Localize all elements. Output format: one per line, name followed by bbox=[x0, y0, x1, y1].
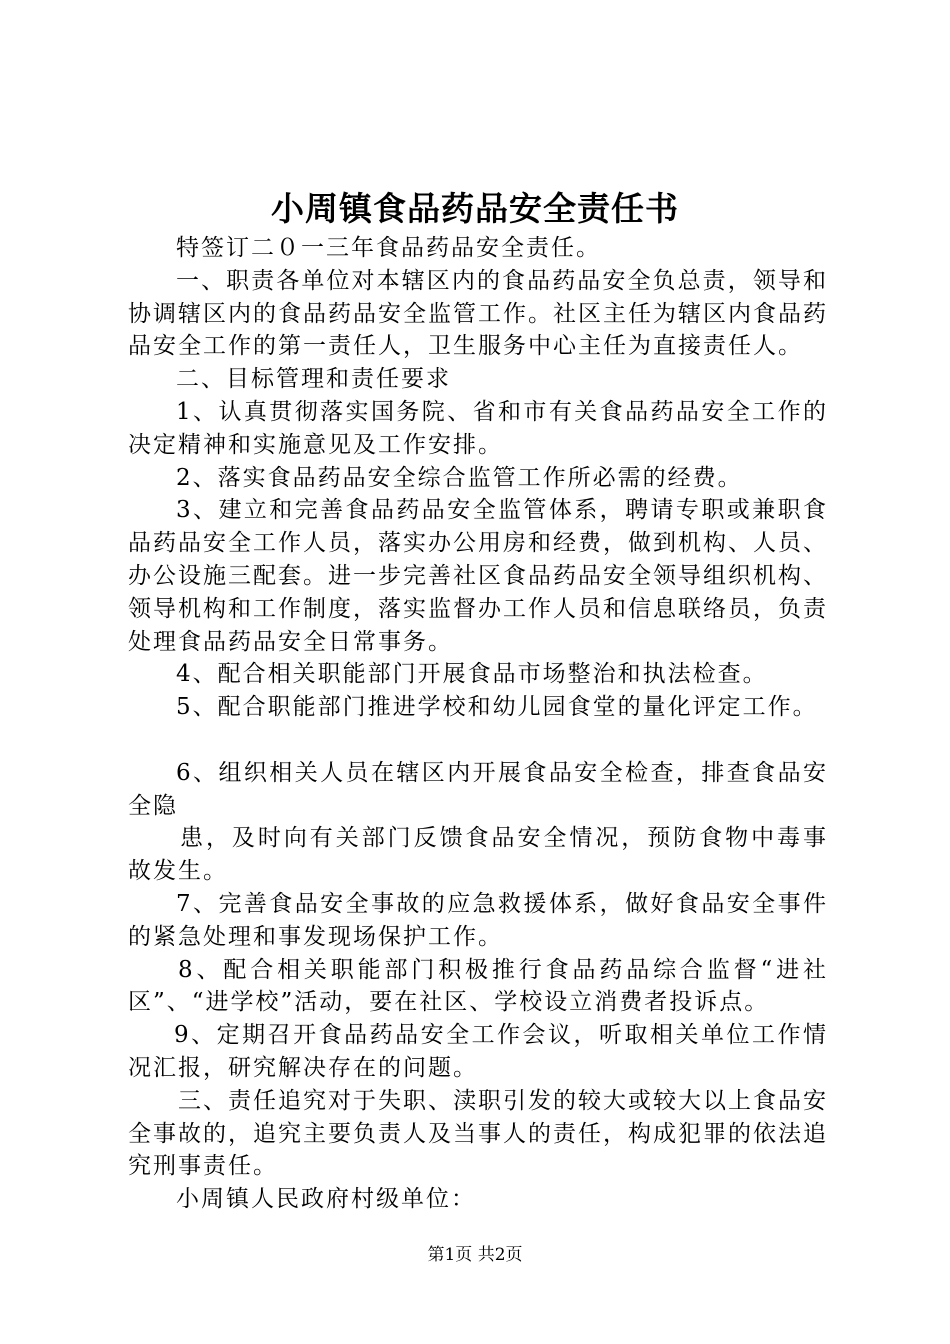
paragraph-item-8: 8、配合相关职能部门积极推行食品药品综合监督“进社区”、“进学校”活动，要在社区、学校设立消费者投诉点。 bbox=[128, 956, 828, 1016]
blank-line bbox=[128, 724, 828, 757]
document-title: 小周镇食品药品安全责任书 bbox=[271, 189, 679, 228]
paragraph-item-1: 1、认真贯彻落实国务院、省和市有关食品药品安全工作的决定精神和实施意见及工作安排。 bbox=[128, 398, 828, 458]
paragraph-item-6: 6、组织相关人员在辖区内开展食品安全检查，排查食品安全隐 bbox=[128, 759, 828, 819]
paragraph-section-3: 三、责任追究对于失职、渎职引发的较大或较大以上食品安全事故的，追究主要负责人及当事人的责任，构成犯罪的依法追究刑事责任。 bbox=[128, 1087, 828, 1180]
paragraph-item-5: 5、配合职能部门推进学校和幼儿园食堂的量化评定工作。 bbox=[176, 694, 818, 721]
page-footer: 第1页 共2页 bbox=[427, 1245, 523, 1265]
paragraph-section-1: 一、职责各单位对本辖区内的食品药品安全负总责，领导和协调辖区内的食品药品安全监管工作。社区主任为辖区内食品药品安全工作的第一责任人，卫生服务中心主任为直接责任人。 bbox=[128, 267, 828, 360]
paragraph-intro: 特签订二０一三年食品药品安全责任。 bbox=[176, 235, 601, 261]
paragraph-item-6-continued: 患，及时向有关部门反馈食品安全情况，预防食物中毒事故发生。 bbox=[128, 825, 828, 885]
paragraph-item-2: 2、落实食品药品安全综合监管工作所必需的经费。 bbox=[176, 464, 743, 491]
paragraph-section-2-heading: 二、目标管理和责任要求 bbox=[176, 366, 451, 393]
paragraph-item-7: 7、完善食品安全事故的应急救援体系，做好食品安全事件的紧急处理和事发现场保护工作。 bbox=[128, 890, 828, 950]
paragraph-item-4: 4、配合相关职能部门开展食品市场整治和执法检查。 bbox=[176, 661, 768, 688]
document-body bbox=[128, 232, 828, 1216]
paragraph-item-3: 3、建立和完善食品药品安全监管体系，聘请专职或兼职食品药品安全工作人员，落实办公用房和经费，做到机构、人员、办公设施三配套。进一步完善社区食品药品安全领导组织机构、领导机构和工作制度，落实监督办工作人员和信息联络员，负责处理食品药品安全日常事务。 bbox=[128, 497, 828, 655]
paragraph-item-9: 9、定期召开食品药品安全工作会议，听取相关单位工作情况汇报，研究解决存在的问题。 bbox=[128, 1022, 828, 1081]
paragraph-signatory: 小周镇人民政府村级单位： bbox=[176, 1186, 476, 1213]
